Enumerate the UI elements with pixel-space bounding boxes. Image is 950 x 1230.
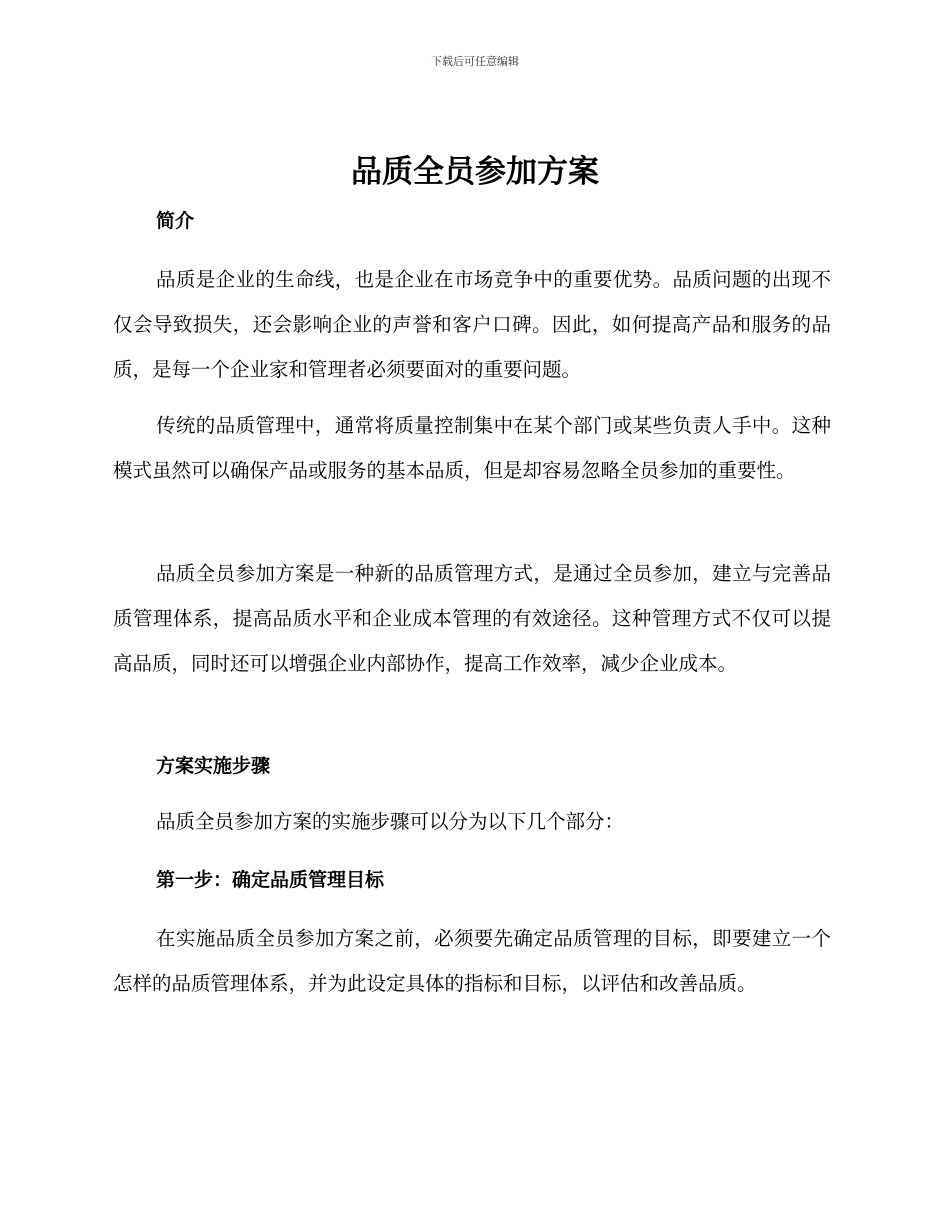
paragraph-intro-3: 品质全员参加方案是一种新的品质管理方式，是通过全员参加，建立与完善品质管理体系，提高品质水平和企业成本管理的有效途径。这种管理方式不仅可以提高品质，同时还可以增强企业内部协作，提高工作效率，减少企业成本。	[113, 562, 831, 675]
paragraph-intro-2: 传统的品质管理中，通常将质量控制集中在某个部门或某些负责人手中。这种模式虽然可以确保产品或服务的基本品质，但是却容易忽略全员参加的重要性。	[113, 414, 831, 482]
paragraph-steps-intro: 品质全员参加方案的实施步骤可以分为以下几个部分：	[156, 810, 625, 833]
document-title: 品质全员参加方案	[351, 154, 599, 190]
header-note: 下载后可任意编辑	[431, 55, 519, 68]
section-heading-intro: 简介	[156, 210, 195, 232]
section-heading-steps: 方案实施步骤	[156, 755, 271, 777]
paragraph-step1: 在实施品质全员参加方案之前，必须要先确定品质管理的目标，即要建立一个怎样的品质管理体系，并为此设定具体的指标和目标，以评估和改善品质。	[113, 927, 831, 995]
paragraph-intro-1: 品质是企业的生命线，也是企业在市场竞争中的重要优势。品质问题的出现不仅会导致损失，还会影响企业的声誉和客户口碑。因此，如何提高产品和服务的品质，是每一个企业家和管理者必须要面对的重要问题。	[113, 268, 831, 381]
section-heading-step1: 第一步：确定品质管理目标	[156, 869, 385, 891]
